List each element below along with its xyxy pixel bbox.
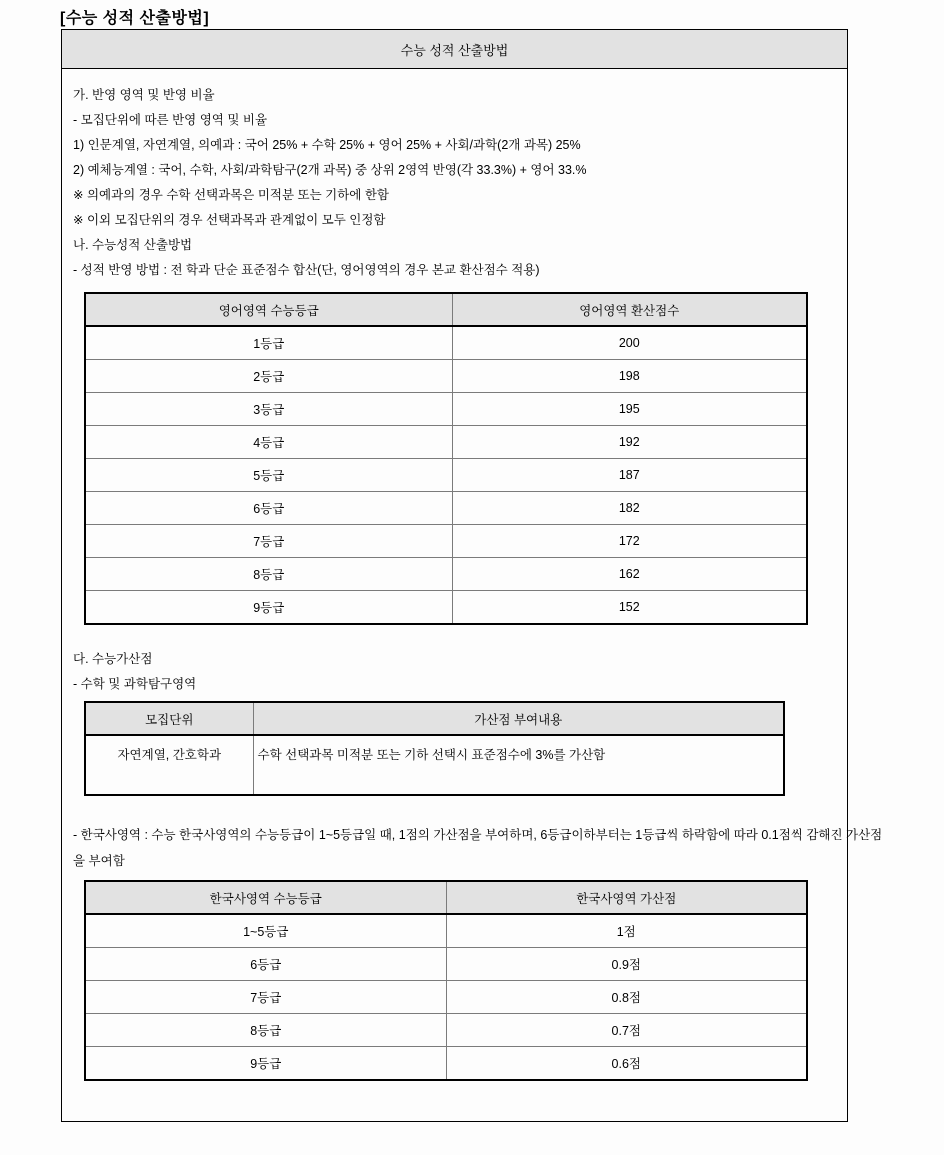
table-row (85, 492, 807, 525)
section-b-line-1: - 성적 반영 방법 : 전 학과 단순 표준점수 합산(단, 영어영역의 경우 본교 환산점수 적용) (73, 263, 540, 277)
cell-grade: 7등급 (85, 981, 446, 1014)
cell-grade: 8등급 (85, 1014, 446, 1047)
table-row (85, 981, 807, 1014)
banner-title: 수능 성적 산출방법 (400, 42, 509, 58)
table-row (85, 735, 784, 795)
table-header-row (85, 881, 807, 914)
bonus-points-table (84, 701, 785, 796)
table-row (85, 360, 807, 393)
document-body (62, 69, 883, 1081)
table-row (85, 591, 807, 625)
cell-score: 152 (452, 591, 807, 625)
spacer-after-english-table (73, 625, 837, 647)
cell-bonus: 0.9점 (446, 948, 807, 981)
cell-grade: 5등급 (85, 459, 452, 492)
column-header-english-grade: 영어영역 수능등급 (85, 293, 452, 326)
cell-grade: 7등급 (85, 525, 452, 558)
table-row (85, 326, 807, 360)
cell-grade: 2등급 (85, 360, 452, 393)
cell-score: 187 (452, 459, 807, 492)
cell-score: 182 (452, 492, 807, 525)
table-row (85, 426, 807, 459)
page-title: [수능 성적 산출방법] (60, 10, 210, 27)
section-c-line-1: - 수학 및 과학탐구영역 (73, 677, 197, 691)
history-bonus-note: - 한국사영역 : 수능 한국사영역의 수능등급이 1~5등급일 때, 1점의 가산점을 부여하며, 6등급이하부터는 1등급씩 하락함에 따라 0.1점씩 감해진 가산점을 부여함 (73, 828, 883, 868)
cell-grade: 1등급 (85, 326, 452, 360)
column-header-bonus-detail: 가산점 부여내용 (253, 702, 784, 735)
section-a-line-2: 1) 인문계열, 자연계열, 의예과 : 국어 25% + 수학 25% + 영어 25% + 사회/과학(2개 과목) 25% (73, 138, 581, 152)
cell-grade: 9등급 (85, 591, 452, 625)
cell-grade: 8등급 (85, 558, 452, 591)
column-header-unit: 모집단위 (85, 702, 253, 735)
cell-bonus: 0.8점 (446, 981, 807, 1014)
section-a-note-2: ※ 이외 모집단위의 경우 선택과목과 관계없이 모두 인정함 (73, 213, 386, 227)
cell-grade: 3등급 (85, 393, 452, 426)
section-a-line-1: - 모집단위에 따른 반영 영역 및 비율 (73, 113, 268, 127)
spacer-after-bonus-table (73, 796, 837, 822)
table-header-row (85, 702, 784, 735)
table-row (85, 393, 807, 426)
cell-unit: 자연계열, 간호학과 (85, 735, 253, 795)
table-row (85, 525, 807, 558)
spacer-before-english-table (73, 283, 837, 292)
table-row (85, 459, 807, 492)
table-header-row (85, 293, 807, 326)
cell-score: 195 (452, 393, 807, 426)
table-row (85, 914, 807, 948)
table-row (85, 558, 807, 591)
section-c-heading: 다. 수능가산점 (73, 652, 153, 666)
cell-bonus: 1점 (446, 914, 807, 948)
cell-grade: 1~5등급 (85, 914, 446, 948)
section-b-heading: 나. 수능성적 산출방법 (73, 238, 193, 252)
cell-grade: 9등급 (85, 1047, 446, 1081)
table-row (85, 1014, 807, 1047)
cell-score: 198 (452, 360, 807, 393)
cell-grade: 4등급 (85, 426, 452, 459)
column-header-history-grade: 한국사영역 수능등급 (85, 881, 446, 914)
document-frame (61, 29, 883, 1122)
history-bonus-table (84, 880, 808, 1081)
cell-bonus-detail: 수학 선택과목 미적분 또는 기하 선택시 표준점수에 3%를 가산함 (253, 735, 784, 795)
section-a-line-3: 2) 예체능계열 : 국어, 수학, 사회/과학탐구(2개 과목) 중 상위 2영역 반영(각 33.3%) + 영어 33.% (73, 163, 587, 177)
cell-bonus: 0.7점 (446, 1014, 807, 1047)
cell-bonus: 0.6점 (446, 1047, 807, 1081)
cell-grade: 6등급 (85, 492, 452, 525)
section-a-heading: 가. 반영 영역 및 반영 비율 (73, 88, 215, 102)
column-header-history-bonus: 한국사영역 가산점 (446, 881, 807, 914)
cell-score: 200 (452, 326, 807, 360)
cell-score: 172 (452, 525, 807, 558)
cell-score: 192 (452, 426, 807, 459)
section-a-note-1: ※ 의예과의 경우 수학 선택과목은 미적분 또는 기하에 한함 (73, 188, 389, 202)
cell-grade: 6등급 (85, 948, 446, 981)
table-row (85, 948, 807, 981)
english-conversion-table (84, 292, 808, 625)
cell-score: 162 (452, 558, 807, 591)
column-header-english-score: 영어영역 환산점수 (452, 293, 807, 326)
table-row (85, 1047, 807, 1081)
document-banner (62, 30, 847, 69)
